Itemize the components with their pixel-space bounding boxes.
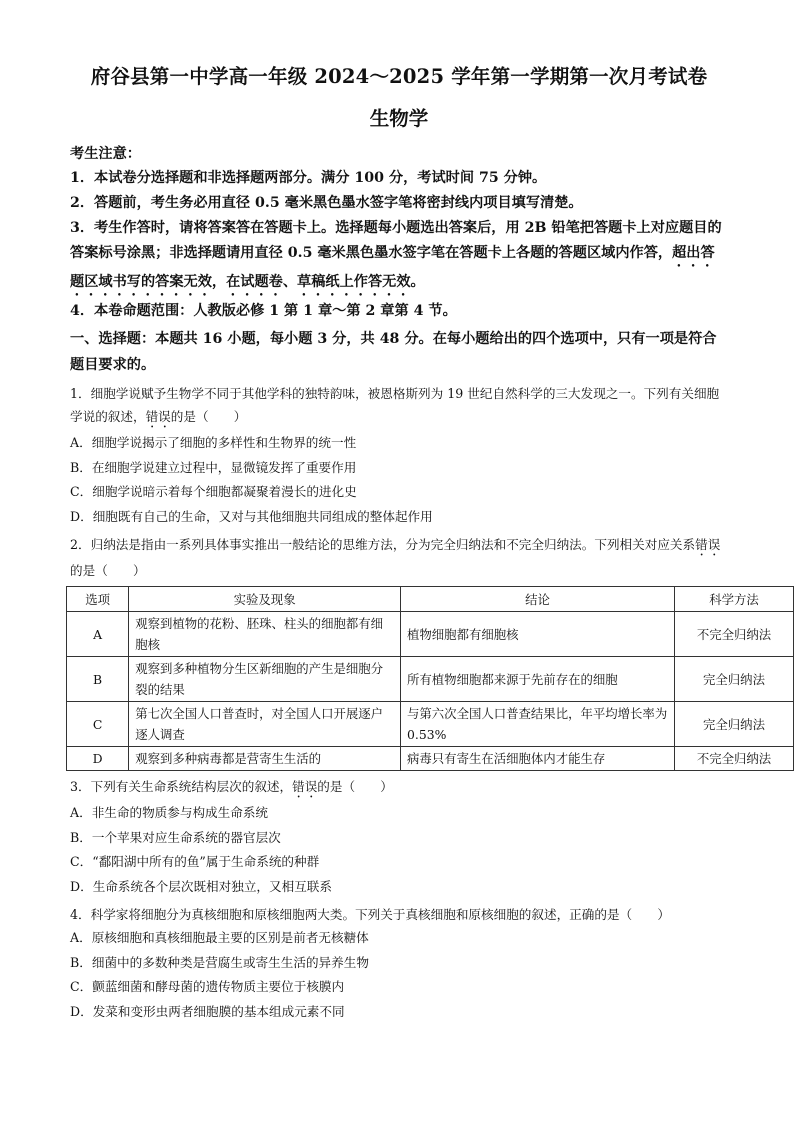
table-cell-conclusion: 植物细胞都有细胞核 — [401, 612, 675, 657]
question-2-stem-text: 2．归纳法是指由一系列具体事实推出一般结论的思维方法，分为完全归纳法和不完全归纳法。下列相关对应关系 — [70, 537, 696, 552]
section-heading-choice: 一、选择题：本题共 16 小题，每小题 3 分，共 48 分。在每小题给出的四个选项中，只有一项是符合题目要求的。 — [70, 331, 717, 373]
table-cell-option: A — [67, 612, 129, 657]
table-header-experiment: 实验及现象 — [129, 587, 401, 612]
table-cell-conclusion: 与第六次全国人口普查结果比，年平均增长率为 0.53% — [401, 702, 675, 747]
question-1-emphasis: 错误 — [145, 409, 171, 424]
subject-title: 生物学 — [369, 107, 429, 130]
question-1-stem-end: 的是（ ） — [170, 409, 247, 424]
notice-item-3-end: 。 — [410, 274, 425, 290]
table-cell-method: 不完全归纳法 — [675, 612, 794, 657]
question-1-option-c: C．细胞学说暗示着每个细胞都凝聚着漫长的进化史 — [70, 484, 357, 499]
exam-title: 府谷县第一中学高一年级 2024～2025 学年第一学期第一次月考试卷 — [90, 65, 708, 88]
notice-item-3-text: 3．考生作答时，请将答案答在答题卡上。选择题每小题选出答案后，用 2B 铅笔把答题卡上对应题目的答案标号涂黑；非选择题请用直径 0.5 毫米黑色墨水签字笔在答题卡上各题的答题区域内作答， — [70, 220, 722, 261]
table-cell-conclusion: 所有植物细胞都来源于先前存在的细胞 — [401, 657, 675, 702]
table-header-conclusion: 结论 — [401, 587, 675, 612]
table-cell-option: D — [67, 747, 129, 771]
table-cell-method: 完全归纳法 — [675, 657, 794, 702]
question-4-option-b: B．细菌中的多数种类是营腐生或寄生生活的异养生物 — [70, 954, 369, 970]
table-cell-experiment: 观察到多种植物分生区新细胞的产生是细胞分裂的结果 — [129, 657, 401, 702]
table-cell-conclusion: 病毒只有寄生在活细胞体内才能生存 — [401, 747, 675, 771]
table-header-option: 选项 — [67, 587, 129, 612]
table-row — [67, 657, 794, 702]
table-header-method: 科学方法 — [675, 587, 794, 612]
question-1-stem — [70, 382, 728, 431]
notice-item-1: 1．本试卷分选择题和非选择题两部分。满分 100 分，考试时间 75 分钟。 — [70, 170, 547, 186]
table-cell-option: B — [67, 657, 129, 702]
question-3-emphasis: 错误 — [292, 779, 318, 794]
question-3 — [70, 775, 728, 899]
table-cell-option: C — [67, 702, 129, 747]
question-4-option-c: C．颤蓝细菌和酵母菌的遗传物质主要位于核膜内 — [70, 979, 345, 994]
question-4-stem: 4．科学家将细胞分为真核细胞和原核细胞两大类。下列关于真核细胞和原核细胞的叙述，正确的是（ ） — [70, 907, 670, 922]
question-1-option-d: D．细胞既有自己的生命，又对与其他细胞共同组成的整体起作用 — [70, 508, 433, 524]
table-cell-method: 完全归纳法 — [675, 702, 794, 747]
exam-page — [70, 62, 772, 1024]
table-header-row — [67, 587, 794, 612]
question-1 — [70, 382, 728, 529]
candidate-notice — [70, 142, 728, 324]
notice-heading: 考生注意： — [70, 146, 141, 162]
question-3-stem — [70, 775, 728, 801]
question-3-option-b: B．一个苹果对应生命系统的器官层次 — [70, 829, 281, 845]
question-2-stem — [70, 533, 728, 582]
question-3-stem-end: 的是（ ） — [317, 779, 393, 794]
question-3-option-a: A．非生命的物质参与构成生命系统 — [70, 805, 269, 820]
table-cell-method: 不完全归纳法 — [675, 747, 794, 771]
question-4-option-d: D．发菜和变形虫两者细胞膜的基本组成元素不同 — [70, 1003, 345, 1019]
table-row — [67, 702, 794, 747]
question-3-option-c: C．“鄱阳湖中所有的鱼”属于生命系统的种群 — [70, 854, 320, 869]
question-4 — [70, 903, 728, 1024]
table-cell-experiment: 观察到植物的花粉、胚珠、柱头的细胞都有细胞核 — [129, 612, 401, 657]
table-cell-experiment: 观察到多种病毒都是营寄生生活的 — [129, 747, 401, 771]
table-cell-experiment: 第七次全国人口普查时，对全国人口开展逐户逐人调查 — [129, 702, 401, 747]
question-2-emphasis: 错误 — [695, 537, 721, 552]
question-2-stem-end: 的是（ ） — [70, 563, 146, 578]
question-1-option-b: B．在细胞学说建立过程中，显微镜发挥了重要作用 — [70, 459, 357, 475]
question-3-option-d: D．生命系统各个层次既相对独立，又相互联系 — [70, 878, 332, 894]
table-row — [67, 747, 794, 771]
question-3-stem-text: 3．下列有关生命系统结构层次的叙述， — [70, 779, 293, 794]
question-1-stem-text: 1．细胞学说赋予生物学不同于其他学科的独特韵味，被恩格斯列为 19 世纪自然科学的三大发现之一。下列有关细胞学说的叙述， — [70, 386, 720, 424]
notice-item-3-emphasis: 超出答题区域书写的答案无效，在试题卷、草稿纸上作答无效 — [70, 245, 715, 290]
notice-item-2: 2．答题前，考生务必用直径 0.5 毫米黑色墨水签字笔将密封线内项目填写清楚。 — [70, 195, 583, 211]
notice-item-3 — [70, 216, 728, 299]
question-2 — [70, 533, 772, 771]
table-row — [67, 612, 794, 657]
question-1-option-a: A．细胞学说揭示了细胞的多样性和生物界的统一性 — [70, 435, 357, 450]
notice-item-4: 4．本卷命题范围：人教版必修 1 第 1 章～第 2 章第 4 节。 — [70, 303, 457, 319]
question-2-table — [66, 586, 794, 771]
question-4-option-a: A．原核细胞和真核细胞最主要的区别是前者无核糖体 — [70, 930, 369, 945]
